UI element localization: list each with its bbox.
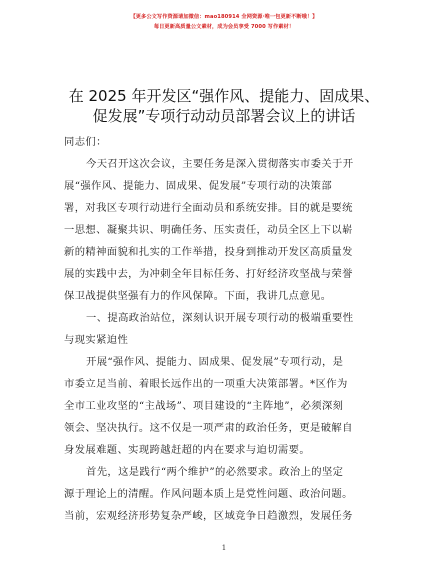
paragraph-line: 新的精神面貌和扎实的工作举措，投身到推动开发区高质量发 [64, 246, 353, 258]
section-heading-1 [64, 307, 394, 351]
salutation-text: 同志们： [64, 136, 107, 148]
paragraph-line: 今天召开这次会议，主要任务是深入贯彻落实市委关于开 [86, 158, 354, 170]
paragraph-line: 一思想、凝聚共识、明确任务、压实责任，动员全区上下以崭 [64, 224, 353, 236]
promo-banner-line-2: 每日更新高质量公文素材，成为会员享受 7000 写作素材！ [153, 24, 295, 30]
paragraph-intro [64, 153, 394, 307]
paragraph-line: 展“强作风、提能力、固成果、促发展”专项行动的决策部 [64, 180, 333, 192]
page-number: 1 [221, 544, 227, 552]
paragraph-line: 保卫战提供坚强有力的作风保障。下面，我讲几点意见。 [64, 290, 332, 302]
heading-line: 与现实紧迫性 [64, 334, 129, 346]
document-title-line-1: 在 2025 年开发区“强作风、提能力、固成果、 [68, 87, 380, 105]
promo-banner-line-1: 【更多公文写作资源请加微信：mao180914 全网资源·唯一包更新不断哦！】 [130, 14, 318, 20]
paragraph-line: 市委立足当前、着眼长远作出的一项重大决策部署。*区作为 [64, 378, 348, 390]
paragraph-line: 全市工业攻坚的“主战场”、项目建设的“主阵地”，必须深刻 [64, 400, 344, 412]
paragraph-section-1 [64, 351, 394, 461]
paragraph-line: 源于理论上的清醒。作风问题本质上是党性问题、政治问题。 [64, 488, 353, 500]
paragraph-line: 首先，这是践行“两个维护”的必然要求。政治上的坚定 [86, 466, 344, 478]
document-title-line-2: 促发展”专项行动动员部署会议上的讲话 [92, 107, 356, 125]
paragraph-line: 当前，宏观经济形势复杂严峻，区域竞争日趋激烈，发展任务 [64, 510, 353, 522]
paragraph-line: 开展“强作风、提能力、固成果、促发展”专项行动，是 [86, 356, 344, 368]
heading-line: 一、提高政治站位，深刻认识开展专项行动的极端重要性 [86, 312, 354, 324]
paragraph-line: 署，对我区专项行动进行全面动员和系统安排。目的就是要统 [64, 202, 353, 214]
paragraph-line: 领会、坚决执行。这不仅是一项严肃的政治任务，更是破解自 [64, 422, 353, 434]
paragraph-first-point [64, 461, 394, 527]
salutation [64, 131, 394, 153]
paragraph-line: 展的实践中去，为冲刺全年目标任务、打好经济攻坚战与荣誉 [64, 268, 353, 280]
paragraph-line: 身发展难题、实现跨越赶超的内在要求与迫切需要。 [64, 444, 311, 456]
